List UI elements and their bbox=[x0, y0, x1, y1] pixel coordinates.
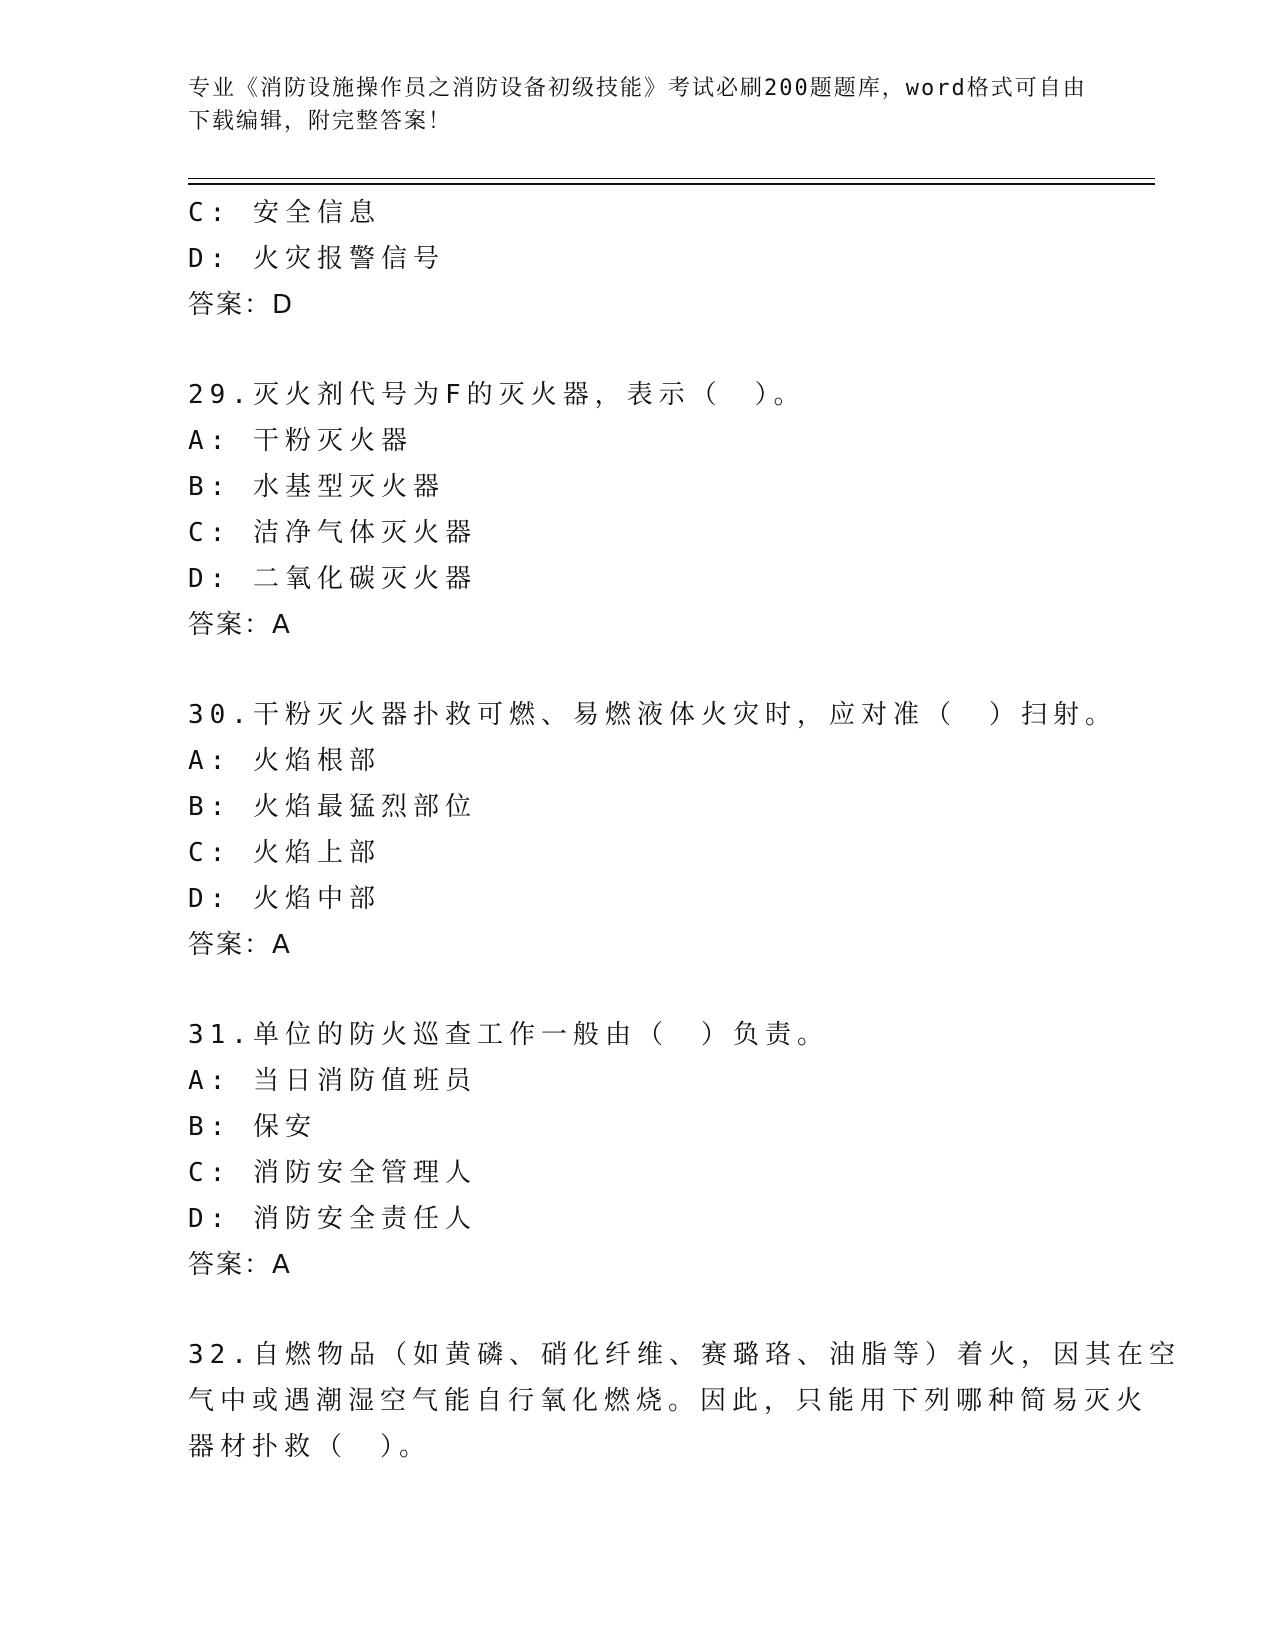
header-divider-thick bbox=[188, 183, 1155, 185]
spacer bbox=[188, 968, 1088, 1012]
spacer bbox=[188, 648, 1088, 692]
option-c: C: 消防安全管理人 bbox=[188, 1158, 477, 1188]
question-31 bbox=[188, 1012, 1088, 1288]
question-stem: 31.单位的防火巡查工作一般由（ ）负责。 bbox=[188, 1020, 829, 1050]
answer-line: 答案：A bbox=[188, 610, 292, 640]
option-d: D: 消防安全责任人 bbox=[188, 1204, 477, 1234]
question-stem-line-2: 气中或遇潮湿空气能自行氧化燃烧。因此，只能用下列哪种简易灭火 bbox=[188, 1386, 1149, 1416]
option-d: D: 火焰中部 bbox=[188, 884, 381, 914]
answer-line: 答案：A bbox=[188, 1250, 292, 1280]
question-list bbox=[188, 190, 1181, 1470]
question-stem: 29.灭火剂代号为F的灭火器，表示（ ）。 bbox=[188, 380, 806, 410]
option-b: B: 水基型灭火器 bbox=[188, 472, 445, 502]
option-b: B: 火焰最猛烈部位 bbox=[188, 792, 477, 822]
option-a: A: 当日消防值班员 bbox=[188, 1066, 477, 1096]
question-30 bbox=[188, 692, 1117, 968]
header-divider-thin bbox=[188, 178, 1155, 179]
question-stem: 30.干粉灭火器扑救可燃、易燃液体火灾时，应对准（ ）扫射。 bbox=[188, 700, 1117, 730]
option-c: C: 安全信息 bbox=[188, 198, 381, 228]
option-a: A: 火焰根部 bbox=[188, 746, 381, 776]
spacer bbox=[188, 328, 1088, 372]
question-29 bbox=[188, 372, 1088, 648]
spacer bbox=[188, 1288, 1088, 1332]
option-c: C: 火焰上部 bbox=[188, 838, 381, 868]
answer-line: 答案：A bbox=[188, 930, 292, 960]
option-b: B: 保安 bbox=[188, 1112, 317, 1142]
question-32 bbox=[188, 1332, 1181, 1470]
option-c: C: 洁净气体灭火器 bbox=[188, 518, 477, 548]
answer-line: 答案：D bbox=[188, 290, 295, 320]
option-d: D: 火灾报警信号 bbox=[188, 244, 445, 274]
question-28-tail bbox=[188, 190, 1088, 328]
option-a: A: 干粉灭火器 bbox=[188, 426, 413, 456]
question-stem-line-3: 器材扑救（ ）。 bbox=[188, 1432, 432, 1462]
option-d: D: 二氧化碳灭火器 bbox=[188, 564, 477, 594]
question-stem-line-1: 32.自燃物品（如黄磷、硝化纤维、赛璐珞、油脂等）着火，因其在空 bbox=[188, 1340, 1181, 1370]
document-header: 专业《消防设施操作员之消防设备初级技能》考试必刷200题题库，word格式可自由下载编辑，附完整答案！ bbox=[188, 76, 1087, 134]
